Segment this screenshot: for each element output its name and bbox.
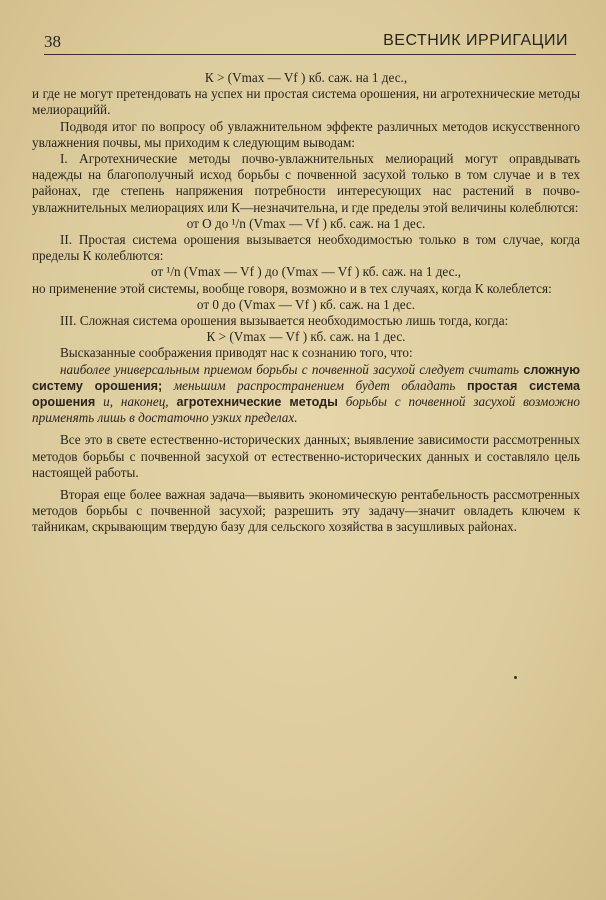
- paragraph-1: и где не могут претендовать на успех ни простая система орошения, ни агротехнические методы мелиорацийй.: [32, 86, 580, 118]
- conclusion-b: сложную систему орошения;: [32, 362, 580, 393]
- conclusion-c: меньшим распространением будет обладать: [173, 377, 456, 393]
- paragraph-10: Вторая еще более важная задача—выявить экономическую рентабельность рассмотренных методов борьбы с почвенной засухой; разрешить эту задачу—значит овладеть ключем к тайникам, скрывающим твердую базу для сельского хозяйства в засушливых районах.: [32, 487, 580, 535]
- page-number: 38: [44, 32, 61, 51]
- body-text: [32, 70, 580, 536]
- paragraph-6: III. Сложная система орошения вызывается необходимостью лишь тогда, когда:: [60, 313, 509, 329]
- page-header: [44, 30, 576, 55]
- formula-5: К > (Vmax — Vf ) кб. саж. на 1 дес.: [206, 329, 406, 345]
- formula-3: от ¹/n (Vmax — Vf ) до (Vmax — Vf ) кб. саж. на 1 дес.,: [150, 264, 462, 280]
- conclusion-e: и, наконец,: [103, 394, 169, 410]
- conclusion-f: агротехнические методы: [176, 395, 338, 410]
- running-title: ВЕСТНИК ИРРИГАЦИИ: [383, 32, 568, 49]
- formula-2: от О до ¹/n (Vmax — Vf ) кб. саж. на 1 дес.: [186, 215, 426, 231]
- paragraph-5: но применение этой системы, вообще говоря, возможно и в тех случаях, когда К колеблется:: [32, 280, 552, 296]
- formula-1: К > (Vmax — Vf ) кб. саж. на 1 дес.,: [204, 70, 408, 85]
- paragraph-7: Высказанные соображения приводят нас к сознанию того, что:: [60, 345, 413, 361]
- formula-4: от 0 до (Vmax — Vf ) кб. саж. на 1 дес.: [196, 296, 416, 312]
- paragraph-2: Подводя итог по вопросу об увлажнительном эффекте различных методов искусственного увлажнения почвы, мы приходим к следующим выводам:: [32, 118, 580, 150]
- paragraph-4: II. Простая система орошения вызывается необходимостью только в том случае, когда пределы К колеблются:: [32, 232, 580, 264]
- conclusion-d: простая система орошения: [32, 378, 581, 410]
- paragraph-9: Все это в свете естественно-исторических данных; выявление зависимости рассмотренных методов борьбы с почвенной засухой от естественно-исторических данных и составляло цель настоящей работы.: [32, 432, 580, 480]
- conclusion-a: наиболее универсальным приемом борьбы с почвенной засухой следует считать: [60, 361, 520, 377]
- ink-speck: [514, 676, 517, 679]
- conclusion-g: борьбы с почвенной засухой возможно применять лишь в достаточно узких пределах.: [32, 394, 581, 426]
- paragraph-3: I. Агротехнические методы почво-увлажнительных мелиораций могут оправдывать надежды на благополучный исход борьбы с почвенной засухой только в том случае и в тех районах, где степень напряжения потребности интересующих нас растений в почво-увлажнительных мелиорациях или К—незначительна, и где пределы этой величины колеблются:: [32, 151, 580, 215]
- paragraph-8: [32, 362, 580, 427]
